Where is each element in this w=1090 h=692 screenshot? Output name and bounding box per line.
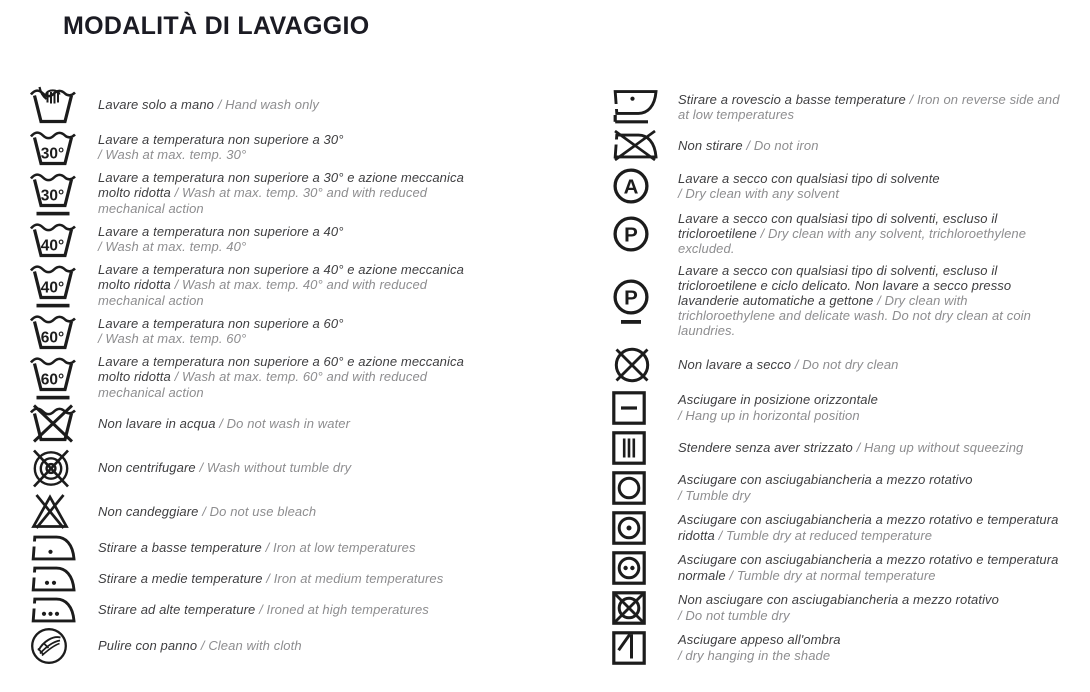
description-italian: Lavare solo a mano (98, 97, 214, 113)
description-english: / Iron at low temperatures (265, 539, 416, 555)
care-description (678, 472, 1062, 502)
care-row (30, 86, 487, 124)
care-symbols-column-left (30, 86, 487, 669)
clean-with-cloth-icon (30, 627, 78, 665)
description-italian: Non centrifugare (98, 460, 196, 476)
care-description (98, 97, 487, 112)
iron-high-icon (30, 596, 78, 623)
care-description (678, 263, 1062, 339)
description-italian: Lavare a temperatura non superiore a 40° (98, 223, 344, 239)
care-description (678, 357, 1062, 372)
description-italian: Asciugare appeso all'ombra (678, 632, 841, 648)
tumble-dry-reduced-icon (612, 511, 660, 545)
wash-40-reduced-icon (30, 262, 78, 308)
dry-clean-any-solvent-icon (612, 167, 660, 205)
dry-clean-no-trichloroethylene-icon (612, 215, 660, 253)
care-description (678, 632, 1062, 662)
description-english: / Wash at max. temp. 30° and with reduced mechanical action (98, 185, 428, 216)
description-english: / Hang up in horizontal position (678, 407, 860, 423)
description-english: / Wash at max. temp. 30° (98, 147, 247, 162)
tumble-dry-normal-icon (612, 551, 660, 585)
tumble-dry-icon (612, 471, 660, 505)
care-row (612, 130, 1062, 161)
description-italian: Lavare a temperatura non superiore a 40° e azione meccanica molto ridotta (98, 262, 464, 293)
svg-text:30°: 30° (40, 145, 65, 163)
care-row (30, 404, 487, 443)
description-english: / Wash without tumble dry (199, 460, 352, 476)
dry-in-shade-icon (612, 631, 660, 665)
care-description (678, 440, 1062, 455)
iron-reverse-icon (612, 90, 660, 124)
description-english: / Do not dry clean (794, 357, 899, 373)
description-english: / Dry clean with trichloroethylene and delicate wash. Do not dry clean at coin laundries. (678, 293, 1031, 339)
care-row (30, 312, 487, 350)
care-description (98, 602, 487, 617)
description-italian: Stirare a medie temperature (98, 570, 263, 586)
description-english: / Tumble dry (678, 487, 751, 503)
description-italian: Stirare a rovescio a basse temperature (678, 91, 906, 107)
description-italian: Lavare a temperatura non superiore a 30° e azione meccanica molto ridotta (98, 170, 464, 201)
description-italian: Lavare a temperatura non superiore a 60° e azione meccanica molto ridotta (98, 354, 464, 385)
description-english: / Wash at max. temp. 60° and with reduced mechanical action (98, 369, 428, 400)
description-english: / Clean with cloth (200, 638, 302, 654)
care-description (98, 460, 487, 475)
care-row (612, 551, 1062, 585)
care-description (98, 170, 487, 216)
description-italian: Asciugare con asciugabiancheria a mezzo rotativo e temperatura normale (678, 552, 1059, 583)
care-description (678, 138, 1062, 153)
care-description (98, 540, 487, 555)
iron-medium-icon (30, 565, 78, 592)
svg-text:30°: 30° (40, 187, 65, 205)
description-italian: Asciugare con asciugabiancheria a mezzo rotativo (678, 472, 973, 488)
care-description (98, 638, 487, 653)
description-italian: Non stirare (678, 137, 743, 153)
care-row (30, 220, 487, 258)
description-italian: Asciugare con asciugabiancheria a mezzo rotativo e temperatura ridotta (678, 512, 1059, 543)
care-row (30, 262, 487, 308)
description-english: / Wash at max. temp. 60° (98, 331, 247, 346)
care-row (612, 90, 1062, 124)
care-row (30, 354, 487, 400)
care-description (98, 571, 487, 586)
wash-30-reduced-icon (30, 170, 78, 216)
svg-text:60°: 60° (40, 371, 65, 389)
description-english: / Do not wash in water (219, 415, 351, 431)
care-row (612, 631, 1062, 665)
care-description (678, 512, 1062, 542)
description-english: / Wash at max. temp. 40° and with reduced mechanical action (98, 277, 428, 308)
description-italian: Stirare ad alte temperature (98, 601, 256, 617)
care-row (30, 565, 487, 592)
care-row (612, 591, 1062, 625)
care-description (98, 316, 487, 346)
do-not-spin-icon (30, 447, 78, 489)
care-row (612, 167, 1062, 205)
care-description (678, 592, 1062, 622)
svg-text:P: P (624, 223, 638, 247)
description-italian: Non candeggiare (98, 503, 199, 519)
care-row (30, 627, 487, 665)
description-english: / Tumble dry at reduced temperature (718, 527, 933, 543)
svg-text:40°: 40° (40, 237, 65, 255)
description-english: / Wash at max. temp. 40° (98, 239, 247, 254)
description-english: / Iron on reverse side and at low temperatures (678, 91, 1060, 122)
description-english: / Tumble dry at normal temperature (729, 567, 936, 583)
do-not-iron-icon (612, 130, 660, 161)
description-english: / Iron at medium temperatures (266, 570, 444, 586)
description-italian: Lavare a secco con qualsiasi tipo di solventi, escluso il tricloroetilene (678, 211, 998, 242)
hand-wash-icon (30, 86, 78, 124)
svg-text:P: P (624, 285, 638, 309)
care-description (678, 211, 1062, 257)
description-italian: Non lavare in acqua (98, 415, 216, 431)
care-row (612, 211, 1062, 257)
care-row (612, 511, 1062, 545)
care-description (678, 552, 1062, 582)
description-italian: Lavare a secco con qualsiasi tipo di solventi, escluso il tricloroetilene e ciclo delicato. Non lavare a secco presso lavanderie automatiche a gettone (678, 262, 1012, 309)
do-not-bleach-icon (30, 493, 78, 530)
description-english: / Hang up without squeezing (856, 440, 1024, 456)
care-row (612, 471, 1062, 505)
care-description (98, 224, 487, 254)
wash-60-reduced-icon (30, 354, 78, 400)
care-description (98, 416, 487, 431)
svg-text:40°: 40° (40, 279, 65, 297)
do-not-tumble-dry-icon (612, 591, 660, 625)
description-english: / Dry clean with any solvent (678, 186, 840, 201)
description-italian: Stirare a basse temperature (98, 539, 262, 555)
description-english: / dry hanging in the shade (678, 647, 831, 663)
svg-text:60°: 60° (40, 329, 65, 347)
care-row (612, 345, 1062, 385)
care-row (30, 534, 487, 561)
wash-60-icon (30, 312, 78, 350)
description-italian: Stendere senza aver strizzato (678, 440, 853, 456)
care-row (30, 596, 487, 623)
description-italian: Non lavare a secco (678, 357, 792, 373)
description-english: / Dry clean with any solvent, trichloroethylene excluded. (678, 226, 1027, 257)
description-italian: Lavare a temperatura non superiore a 30° (98, 131, 344, 147)
care-row (30, 128, 487, 166)
iron-low-icon (30, 534, 78, 561)
care-description (98, 354, 487, 400)
dry-flat-icon (612, 391, 660, 425)
care-row (612, 431, 1062, 465)
description-english: / Do not use bleach (202, 503, 317, 519)
care-description (678, 92, 1062, 122)
care-description (678, 392, 1062, 422)
drip-dry-icon (612, 431, 660, 465)
care-description (678, 171, 1062, 201)
wash-30-icon (30, 128, 78, 166)
description-english: / Ironed at high temperatures (259, 601, 429, 617)
description-english: / Do not iron (746, 137, 819, 153)
description-italian: Lavare a temperatura non superiore a 60° (98, 315, 344, 331)
description-italian: Lavare a secco con qualsiasi tipo di solvente (678, 170, 940, 186)
description-italian: Pulire con panno (98, 638, 198, 654)
description-italian: Asciugare in posizione orizzontale (678, 392, 878, 408)
care-row (30, 447, 487, 489)
dry-clean-delicate-icon (612, 278, 660, 324)
svg-text:A: A (623, 175, 639, 199)
page-title: MODALITÀ DI LAVAGGIO (63, 12, 370, 40)
care-description (98, 132, 487, 162)
wash-40-icon (30, 220, 78, 258)
care-symbols-column-right (612, 90, 1062, 671)
description-english: / Hand wash only (217, 97, 320, 113)
do-not-dry-clean-icon (612, 345, 660, 385)
care-row (612, 263, 1062, 339)
care-row (612, 391, 1062, 425)
care-description (98, 504, 487, 519)
do-not-wash-icon (30, 404, 78, 443)
care-row (30, 493, 487, 530)
care-row (30, 170, 487, 216)
description-english: / Do not tumble dry (678, 607, 790, 623)
description-italian: Non asciugare con asciugabiancheria a mezzo rotativo (678, 592, 999, 608)
care-description (98, 262, 487, 308)
